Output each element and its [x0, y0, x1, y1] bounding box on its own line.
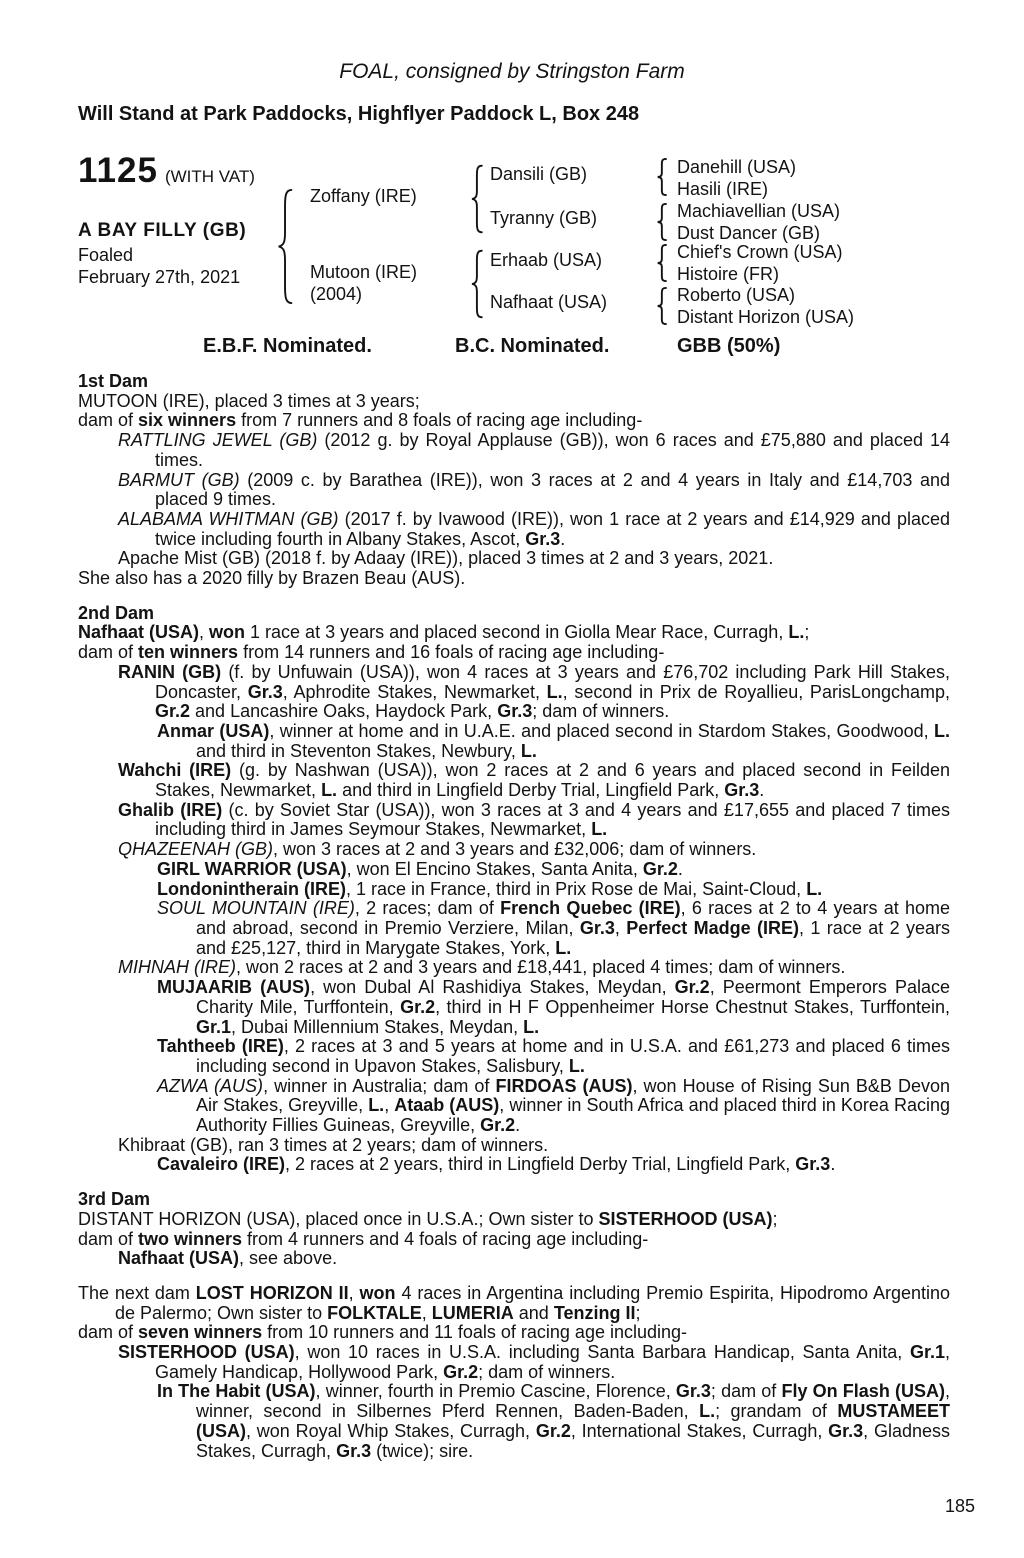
dam-year: (2004)	[310, 283, 363, 304]
text-run: , 2 races at 2 years, third in Lingfield Derby Trial, Lingfield Park,	[285, 1154, 796, 1175]
text-run: Gr.2	[642, 858, 678, 879]
text-run: Gr.3	[525, 528, 561, 549]
pedigree-paragraph	[78, 1343, 950, 1382]
stand-location-line: Will Stand at Park Paddocks, Highflyer Paddock L, Box 248	[78, 103, 640, 125]
text-run: (twice); sire.	[371, 1440, 474, 1461]
pedigree-paragraph	[78, 623, 950, 643]
text-run: and Lancashire Oaks, Haydock Park,	[190, 701, 498, 722]
pedigree-paragraph	[78, 1382, 950, 1461]
consignment-title: FOAL, consigned by Stringston Farm	[339, 60, 685, 83]
section-next-dam	[78, 1284, 950, 1461]
gbb-nomination: GBB (50%)	[677, 335, 781, 357]
dam-sire-name: Erhaab (USA)	[490, 250, 603, 270]
pedigree-paragraph	[78, 663, 950, 722]
text-run: Nafhaat (USA)	[118, 1248, 240, 1269]
bc-nomination: B.C. Nominated.	[455, 335, 610, 357]
pedigree-paragraph	[78, 1230, 950, 1250]
text-run: 1 race at 3 years and placed second in Giolla Mear Race, Curragh,	[245, 622, 789, 643]
text-run: Gr.1	[909, 1342, 945, 1363]
text-run: from 7 runners and 8 foals of racing age including-	[236, 410, 643, 431]
text-run: and third in Steventon Stakes, Newbury,	[196, 740, 521, 761]
pedigree-brace-sire	[470, 164, 483, 234]
section-1st-dam	[78, 372, 950, 589]
text-run: two winners	[138, 1228, 243, 1249]
text-run: L.	[520, 740, 537, 761]
text-run: , won 10 races in U.S.A. including Santa Barbara Handicap, Santa Anita,	[294, 1342, 910, 1363]
text-run: GIRL WARRIOR (USA)	[157, 858, 347, 879]
gen3-name: Dust Dancer (GB)	[677, 222, 821, 243]
text-run: L.	[934, 720, 950, 741]
pedigree-paragraph	[78, 1323, 950, 1343]
pedigree-paragraph	[78, 431, 950, 470]
text-run: Gr.3	[336, 1440, 372, 1461]
gen3-name: Danehill (USA)	[677, 157, 797, 177]
text-run: QHAZEENAH (GB)	[118, 839, 274, 860]
pedigree-brace-sd	[656, 203, 667, 241]
gen3-name: Hasili (IRE)	[677, 178, 769, 199]
gen3-pair-ss	[677, 157, 796, 200]
text-run: ;	[772, 1208, 778, 1229]
pedigree-paragraph	[78, 1249, 950, 1269]
text-run: L.	[523, 1016, 540, 1037]
text-run: BARMUT (GB)	[118, 469, 240, 490]
pedigree-paragraph	[78, 411, 950, 431]
pedigree-brace-ss	[656, 158, 667, 196]
text-run: , 2 races at 3 and 5 years at home and in U.S.A. and £61,273 and placed 6 times including second in Upavon Stakes, Salisbury,	[196, 1036, 950, 1076]
text-run: from 10 runners and 11 foals of racing age including-	[262, 1322, 688, 1343]
lot-row	[78, 151, 255, 191]
dam-dam-name: Nafhaat (USA)	[490, 292, 608, 312]
text-run: .	[560, 528, 566, 549]
text-run: She also has a 2020 filly by Brazen Beau (AUS).	[78, 568, 466, 589]
dam-name: Mutoon (IRE)	[310, 262, 418, 282]
text-run: (c. by Soviet Star (USA)), won 3 races at 3 and 4 years and £17,655 and placed 7 times including third in James Seymour Stakes, Newmarket,	[155, 799, 951, 840]
text-run: , won El Encino Stakes, Santa Anita,	[346, 858, 643, 879]
pedigree-paragraph	[78, 392, 950, 412]
text-run: ,	[384, 1095, 395, 1116]
text-run: Gr.1	[196, 1016, 232, 1037]
sire-name: Zoffany (IRE)	[310, 186, 417, 206]
pedigree-paragraph	[78, 860, 950, 880]
text-run: ,	[199, 622, 210, 643]
text-run: French Quebec (IRE)	[500, 898, 681, 919]
pedigree-paragraph	[78, 1155, 950, 1175]
pedigree-brace-ds	[656, 244, 667, 282]
text-run: Cavaleiro (IRE)	[157, 1154, 286, 1175]
pedigree-paragraph	[78, 899, 950, 958]
text-run: DISTANT HORIZON (USA), placed once in U.S.A.; Own sister to	[78, 1208, 599, 1229]
pedigree-paragraph	[78, 761, 950, 800]
text-run: ; dam of winners.	[478, 1361, 616, 1382]
pedigree-paragraph	[78, 643, 950, 663]
text-run: , Dubai Millennium Stakes, Meydan,	[231, 1016, 524, 1037]
pedigree-text	[78, 372, 950, 1461]
text-run: won	[359, 1282, 396, 1303]
text-run: SOUL MOUNTAIN (IRE)	[157, 898, 355, 919]
text-run: SISTERHOOD (USA)	[598, 1208, 773, 1229]
text-run: ,	[421, 1302, 432, 1323]
pedigree-paragraph	[78, 1077, 950, 1136]
gen3-pair-ds	[677, 242, 842, 285]
ebf-nomination: E.B.F. Nominated.	[203, 335, 372, 357]
text-run: , 1 race at 2 years and £25,127, third in Marygate Stakes, York,	[196, 917, 950, 958]
text-run: (f. by Unfuwain (USA)), won 4 races at 3 years and £76,702 including Park Hill Stakes, Doncaster,	[155, 661, 950, 702]
text-run: Londonintherain (IRE)	[157, 878, 346, 899]
section-3rd-dam	[78, 1190, 950, 1269]
pedigree-paragraph	[78, 1284, 950, 1323]
pedigree-brace-dam	[470, 249, 483, 319]
text-run: , winner in Australia; dam of	[263, 1075, 496, 1096]
text-run: Gr.2	[480, 1115, 516, 1136]
section-heading: 2nd Dam	[78, 602, 155, 623]
text-run: , winner at home and in U.A.E. and placed second in Stardom Stakes, Goodwood,	[269, 720, 934, 741]
text-run: L.	[321, 780, 338, 801]
text-run: L.	[806, 878, 823, 899]
text-run: L.	[368, 1095, 385, 1116]
text-run: Gr.2	[674, 977, 710, 998]
text-run: Gr.2	[443, 1361, 479, 1382]
section-heading: 1st Dam	[78, 371, 149, 391]
text-run: dam of	[78, 642, 139, 663]
text-run: , third in H F Oppenheimer Horse Chestnut Stakes, Turffontein,	[435, 996, 950, 1017]
text-run: AZWA (AUS)	[157, 1075, 264, 1096]
text-run: Anmar (USA)	[157, 720, 270, 741]
text-run: L.	[555, 937, 572, 958]
lot-number: 1125	[78, 151, 158, 190]
text-run: won	[209, 622, 246, 643]
pedigree-paragraph	[78, 549, 950, 569]
text-run: , 1 race in France, third in Prix Rose de Mai, Saint-Cloud,	[345, 878, 807, 899]
text-run: dam of	[78, 410, 139, 431]
text-run: Ghalib (IRE)	[118, 799, 223, 820]
text-run: and third in Lingfield Derby Trial, Lingfield Park,	[337, 780, 725, 801]
text-run: six winners	[138, 410, 237, 431]
dam-name-block	[310, 262, 417, 305]
text-run: L.	[546, 681, 563, 702]
text-run: , Gamely Handicap, Hollywood Park,	[155, 1342, 950, 1382]
pedigree-paragraph	[78, 1210, 950, 1230]
pedigree-paragraph	[78, 958, 950, 978]
pedigree-paragraph	[78, 840, 950, 860]
text-run: Gr.3	[675, 1381, 711, 1402]
pedigree-paragraph	[78, 880, 950, 900]
text-run: L.	[788, 622, 805, 643]
text-run: Fly On Flash (USA)	[781, 1381, 945, 1402]
section-2nd-dam	[78, 604, 950, 1175]
text-run: seven winners	[138, 1322, 263, 1343]
text-run: Khibraat (GB), ran 3 times at 2 years; dam of winners.	[118, 1134, 549, 1155]
text-run: The next dam	[78, 1282, 196, 1303]
text-run: from 4 runners and 4 foals of racing age including-	[242, 1228, 649, 1249]
text-run: L.	[568, 1055, 585, 1076]
text-run: ,	[348, 1282, 360, 1303]
text-run: Gr.3	[828, 1420, 864, 1441]
text-run: 4 races in Argentina including Premio Espirita, Hipodromo Argentino de Palermo; Own sister to	[115, 1282, 951, 1323]
text-run: SISTERHOOD (USA)	[118, 1342, 295, 1363]
text-run: dam of	[78, 1322, 139, 1343]
text-run: .	[677, 858, 683, 879]
pedigree-paragraph	[78, 978, 950, 1037]
text-run: , won 2 races at 2 and 3 years and £18,441, placed 4 times; dam of winners.	[236, 957, 846, 978]
gen3-name: Machiavellian (USA)	[677, 201, 841, 221]
text-run: , International Stakes, Curragh,	[570, 1420, 829, 1441]
text-run: from 14 runners and 16 foals of racing age including-	[238, 642, 665, 663]
text-run: , Peermont Emperors Palace Charity Mile, Turffontein,	[196, 977, 950, 1017]
section-heading: 3rd Dam	[78, 1189, 151, 1210]
pedigree-paragraph	[78, 801, 950, 840]
text-run: , winner, fourth in Premio Cascine, Florence,	[315, 1381, 676, 1402]
text-run: , second in Prix de Royallieu, ParisLongchamp,	[562, 681, 951, 702]
pedigree-paragraph	[78, 471, 950, 510]
text-run: (2009 c. by Barathea (IRE)), won 3 races at 2 and 4 years in Italy and £14,703 and placed 9 times.	[155, 469, 950, 510]
text-run: , won Royal Whip Stakes, Curragh,	[246, 1420, 536, 1441]
text-run: , see above.	[239, 1248, 338, 1269]
pedigree-brace-dd	[656, 287, 667, 325]
gen3-name: Chief's Crown (USA)	[677, 242, 843, 262]
text-run: ; grandam of	[715, 1401, 838, 1422]
text-run: Wahchi (IRE)	[118, 760, 232, 781]
text-run: Ataab (AUS)	[394, 1095, 500, 1116]
text-run: Nafhaat (USA)	[78, 622, 200, 643]
text-run: LOST HORIZON II	[195, 1282, 349, 1303]
gen3-name: Roberto (USA)	[677, 285, 796, 305]
text-run: LUMERIA	[431, 1302, 514, 1323]
pedigree-paragraph	[78, 1037, 950, 1076]
gen3-name: Distant Horizon (USA)	[677, 306, 855, 327]
text-run: FIRDOAS (AUS)	[495, 1075, 633, 1096]
text-run: , won House of Rising Sun B&B Devon Air Stakes, Greyville,	[196, 1075, 950, 1116]
text-run: , won Dubal Al Rashidiya Stakes, Meydan,	[310, 977, 675, 998]
page-number: 185	[945, 1496, 976, 1516]
text-run: .	[759, 780, 765, 801]
text-run: , winner in South Africa and placed third in Korea Racing Authority Fillies Guineas, Greyville,	[196, 1095, 950, 1136]
text-run: MIHNAH (IRE)	[118, 957, 236, 978]
text-run: MUTOON (IRE), placed 3 times at 3 years;	[78, 390, 420, 411]
text-run: .	[515, 1115, 521, 1136]
text-run: L.	[699, 1401, 716, 1422]
text-run: Gr.3	[497, 701, 533, 722]
text-run: , won 3 races at 2 and 3 years and £32,006; dam of winners.	[273, 839, 757, 860]
text-run: In The Habit (USA)	[157, 1381, 316, 1402]
text-run: ten winners	[138, 642, 239, 663]
text-run: ; dam of	[710, 1381, 782, 1402]
text-run: MUJAARIB (AUS)	[157, 977, 311, 998]
text-run: MUSTAMEET (USA)	[196, 1401, 950, 1441]
text-run: Perfect Madge (IRE)	[626, 917, 800, 938]
text-run: Tahtheeb (IRE)	[157, 1036, 284, 1057]
text-run: (g. by Nashwan (USA)), won 2 races at 2 and 6 years and placed second in Feilden Stakes, Newmarket,	[155, 760, 950, 801]
text-run: Gr.2	[400, 996, 436, 1017]
text-run: ; dam of winners.	[532, 701, 670, 722]
pedigree-paragraph	[78, 569, 950, 589]
text-run: Gr.3	[247, 681, 283, 702]
text-run: RATTLING JEWEL (GB)	[118, 430, 318, 451]
text-run: (2017 f. by Ivawood (IRE)), won 1 race at 2 years and £14,929 and placed twice including fourth in Albany Stakes, Ascot,	[155, 508, 950, 549]
text-run: .	[830, 1154, 836, 1175]
text-run: RANIN (GB)	[118, 661, 222, 682]
gen3-pair-dd	[677, 285, 854, 328]
gen3-name: Histoire (FR)	[677, 263, 779, 284]
text-run: , Aphrodite Stakes, Newmarket,	[282, 681, 547, 702]
text-run: L.	[591, 819, 608, 840]
text-run: and	[513, 1302, 554, 1323]
sire-sire-name: Dansili (GB)	[490, 164, 588, 184]
pedigree-brace-gen1	[276, 187, 293, 306]
text-run: , winner, second in Silbernes Pferd Rennen, Baden-Baden,	[196, 1381, 950, 1422]
text-run: Gr.2	[535, 1420, 571, 1441]
text-run: , 2 races; dam of	[354, 898, 501, 919]
text-run: Gr.3	[579, 917, 615, 938]
text-run: ,	[614, 917, 627, 938]
foaled-label: Foaled	[78, 245, 134, 265]
vat-note: (WITH VAT)	[164, 167, 255, 186]
text-run: , Gladness Stakes, Curragh,	[196, 1420, 951, 1461]
sire-dam-name: Tyranny (GB)	[490, 208, 598, 228]
text-run: , 6 races at 2 to 4 years at home and abroad, second in Premio Verziere, Milan,	[196, 898, 951, 938]
gen3-pair-sd	[677, 201, 840, 244]
foaled-date: February 27th, 2021	[78, 267, 241, 287]
pedigree-paragraph	[78, 510, 950, 549]
text-run: Gr.3	[795, 1154, 831, 1175]
text-run: dam of	[78, 1228, 139, 1249]
pedigree-paragraph	[78, 722, 950, 761]
text-run: Apache Mist (GB) (2018 f. by Adaay (IRE)), placed 3 times at 2 and 3 years, 2021.	[118, 548, 774, 569]
text-run: (2012 g. by Royal Applause (GB)), won 6 races and £75,880 and placed 14 times.	[155, 430, 950, 470]
horse-description: A BAY FILLY (GB)	[78, 220, 247, 241]
text-run: FOLKTALE	[327, 1302, 422, 1323]
text-run: ;	[804, 622, 810, 643]
pedigree-paragraph	[78, 1136, 950, 1156]
text-run: Gr.2	[155, 701, 191, 722]
text-run: Gr.3	[724, 780, 760, 801]
text-run: ;	[635, 1302, 641, 1323]
text-run: ALABAMA WHITMAN (GB)	[118, 508, 339, 529]
text-run: Tenzing II	[553, 1302, 636, 1323]
